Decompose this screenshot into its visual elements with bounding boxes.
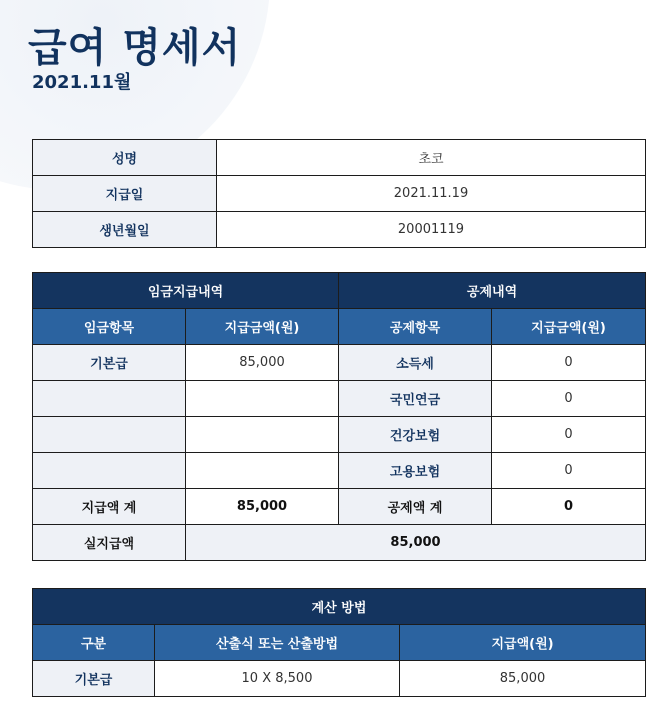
total-ded-value: 0 — [492, 489, 646, 525]
employee-info-table — [32, 139, 646, 248]
earn-item — [33, 453, 186, 489]
calculation-table — [32, 588, 646, 697]
pay-details-table — [32, 272, 646, 561]
col-ded-amount: 지급금액(원) — [492, 309, 646, 345]
calc-type: 기본급 — [33, 661, 155, 697]
calc-section-header-row — [33, 589, 646, 625]
document-title: 급여 명세서 — [28, 25, 242, 71]
ded-item: 고용보험 — [339, 453, 492, 489]
calc-amount: 85,000 — [400, 661, 646, 697]
net-pay-label: 실지급액 — [33, 525, 186, 561]
table-row — [33, 345, 646, 381]
table-row — [33, 417, 646, 453]
col-earn-amount: 지급금액(원) — [186, 309, 339, 345]
total-ded-label: 공제액 계 — [339, 489, 492, 525]
calc-formula: 10 X 8,500 — [155, 661, 400, 697]
earn-amount — [186, 417, 339, 453]
calc-column-header-row — [33, 625, 646, 661]
ded-amount: 0 — [492, 417, 646, 453]
table-row — [33, 661, 646, 697]
ded-item: 소득세 — [339, 345, 492, 381]
info-label: 성명 — [33, 140, 217, 176]
ded-amount: 0 — [492, 345, 646, 381]
calc-section-header: 계산 방법 — [33, 589, 646, 625]
earn-item: 기본급 — [33, 345, 186, 381]
net-pay-row — [33, 525, 646, 561]
info-row-name — [33, 140, 646, 176]
table-row — [33, 453, 646, 489]
info-value: 2021.11.19 — [217, 176, 646, 212]
col-formula: 산출식 또는 산출방법 — [155, 625, 400, 661]
col-type: 구분 — [33, 625, 155, 661]
earn-item — [33, 417, 186, 453]
info-label: 생년월일 — [33, 212, 217, 248]
earnings-section-header: 임금지급내역 — [33, 273, 339, 309]
earn-amount — [186, 453, 339, 489]
ded-amount: 0 — [492, 381, 646, 417]
ded-item: 건강보험 — [339, 417, 492, 453]
table-row — [33, 381, 646, 417]
total-earn-label: 지급액 계 — [33, 489, 186, 525]
col-amount: 지급액(원) — [400, 625, 646, 661]
col-ded-item: 공제항목 — [339, 309, 492, 345]
pay-period: 2021.11월 — [32, 72, 132, 93]
earn-amount: 85,000 — [186, 345, 339, 381]
earn-amount — [186, 381, 339, 417]
total-earn-value: 85,000 — [186, 489, 339, 525]
info-value: 20001119 — [217, 212, 646, 248]
col-earn-item: 임금항목 — [33, 309, 186, 345]
earn-item — [33, 381, 186, 417]
pay-section-header-row — [33, 273, 646, 309]
net-pay-value: 85,000 — [186, 525, 646, 561]
deductions-section-header: 공제내역 — [339, 273, 646, 309]
ded-amount: 0 — [492, 453, 646, 489]
pay-column-header-row — [33, 309, 646, 345]
info-row-birthdate — [33, 212, 646, 248]
info-label: 지급일 — [33, 176, 217, 212]
ded-item: 국민연금 — [339, 381, 492, 417]
info-value: 초코 — [217, 140, 646, 176]
info-row-paydate — [33, 176, 646, 212]
totals-row — [33, 489, 646, 525]
